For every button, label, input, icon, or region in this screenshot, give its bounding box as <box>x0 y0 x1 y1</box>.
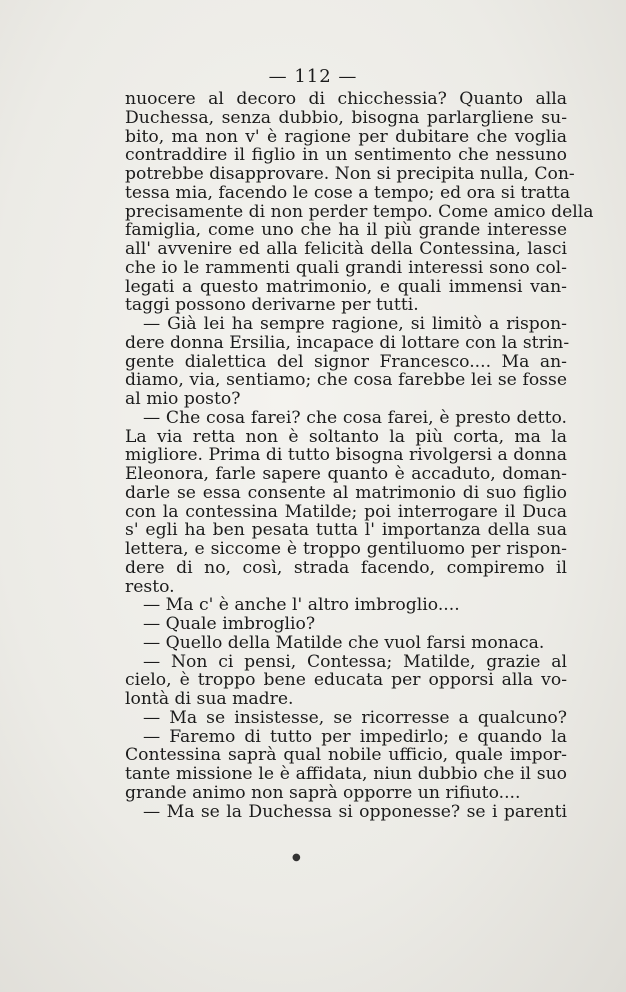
text-line: — Ma se insistesse, se ricorresse a qualcuno? <box>143 707 567 728</box>
text-line: legati a questo matrimonio, e quali immensi van- <box>125 276 567 297</box>
text-line: tante missione le è affidata, niun dubbio che il suo <box>125 764 567 784</box>
text-line: lettera, e siccome è troppo gentiluomo per rispon- <box>125 539 567 559</box>
text-line: contraddire il figlio in un sentimento che nessuno <box>125 145 567 166</box>
text-line: all' avvenire ed alla felicità della Contessina, lasci <box>125 239 567 259</box>
text-line: famiglia, come uno che ha il più grande interesse <box>125 220 567 241</box>
text-line: che io le rammenti quali grandi interessi sono col- <box>125 257 567 278</box>
text-line: — Che cosa farei? che cosa farei, è presto detto. <box>143 407 567 428</box>
text-line: bito, ma non v' è ragione per dubitare che voglia <box>125 126 567 147</box>
text-line: potrebbe disapprovare. Non si precipita nulla, Con- <box>125 164 575 184</box>
text-line: La via retta non è soltanto la più corta, ma la <box>125 426 567 447</box>
text-line: Eleonora, farle sapere quanto è accaduto, doman- <box>125 464 567 484</box>
text-line: grande animo non saprà opporre un rifiuto.... <box>125 782 521 803</box>
text-line: s' egli ha ben pesata tutta l' importanza della sua <box>125 520 567 541</box>
text-line: Contessina saprà qual nobile ufficio, quale impor- <box>125 745 567 766</box>
text-line: lontà di sua madre. <box>125 689 294 709</box>
text-line: taggi possono derivarne per tutti. <box>125 295 419 316</box>
text-line: nuocere al decoro di chicchessia? Quanto alla <box>125 89 567 109</box>
text-line: — Quale imbroglio? <box>143 614 316 634</box>
page-number: — 112 — <box>268 66 358 87</box>
text-line: diamo, via, sentiamo; che cosa farebbe lei se fosse <box>125 370 567 391</box>
ink-dot-mark: ● <box>292 852 301 863</box>
text-line: — Già lei ha sempre ragione, si limitò a rispon- <box>143 314 567 334</box>
text-line: migliore. Prima di tutto bisogna rivolgersi a donna <box>125 445 567 466</box>
text-line: — Ma se la Duchessa si opponesse? se i parenti <box>143 801 567 822</box>
text-line: tessa mia, facendo le cose a tempo; ed ora si tratta <box>125 182 571 203</box>
text-line: cielo, è troppo bene educata per opporsi alla vo- <box>125 670 567 691</box>
body-text <box>125 89 594 822</box>
text-line: darle se essa consente al matrimonio di suo figlio <box>125 482 567 503</box>
text-line: gente dialettica del signor Francesco.... Ma an- <box>125 351 567 372</box>
text-line: dere donna Ersilia, incapace di lottare con la strin- <box>125 332 570 353</box>
text-line: al mio posto? <box>125 389 241 409</box>
text-line: Duchessa, senza dubbio, bisogna parlargliene su- <box>125 107 567 128</box>
text-line: dere di no, così, strada facendo, compiremo il <box>125 557 567 578</box>
text-line: resto. <box>125 576 175 597</box>
text-line: precisamente di non perder tempo. Come amico della <box>125 201 594 222</box>
text-line: — Faremo di tutto per impedirlo; e quando la <box>143 726 567 747</box>
text-line: — Quello della Matilde che vuol farsi monaca. <box>143 632 545 653</box>
text-line: con la contessina Matilde; poi interrogare il Duca <box>125 501 567 522</box>
text-line: — Ma c' è anche l' altro imbroglio.... <box>143 595 460 616</box>
text-line: — Non ci pensi, Contessa; Matilde, grazie al <box>143 651 567 672</box>
